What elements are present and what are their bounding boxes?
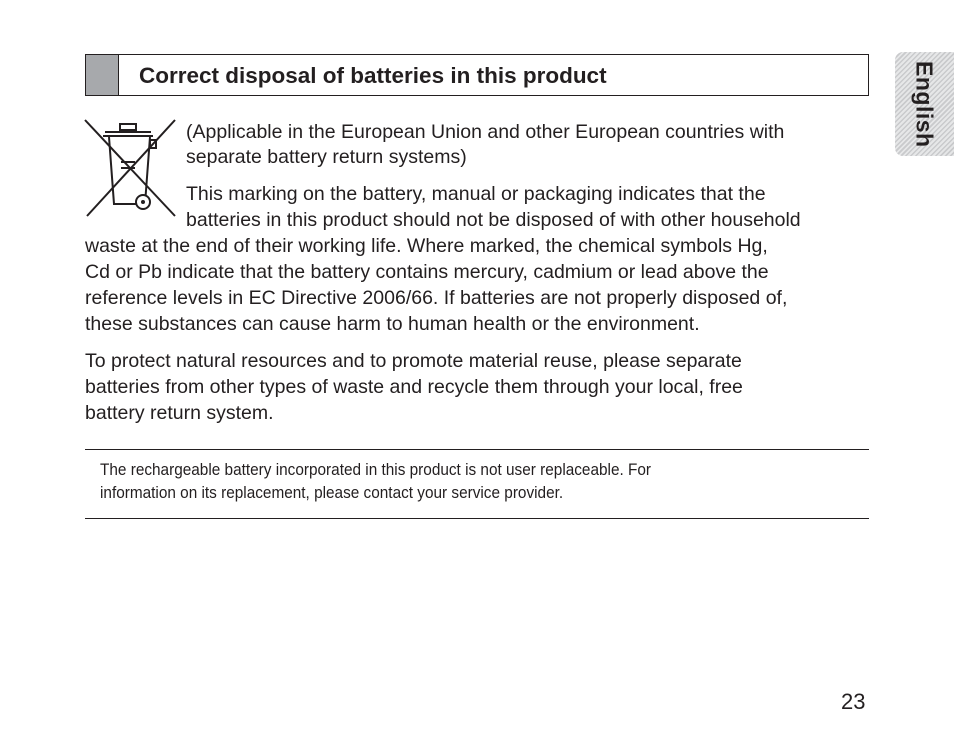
marking-line-1: This marking on the battery, manual or packaging indicates that the bbox=[186, 183, 766, 205]
note-line-2: information on its replacement, please contact your service provider. bbox=[100, 484, 564, 502]
page-number: 23 bbox=[841, 689, 866, 714]
applicable-line-1: (Applicable in the European Union and other European countries with bbox=[186, 121, 785, 143]
heading-marker bbox=[86, 55, 119, 95]
marking-line-6: these substances can cause harm to human health or the environment. bbox=[85, 313, 700, 335]
protect-line-3: battery return system. bbox=[85, 402, 274, 424]
note-bottom-divider bbox=[85, 518, 869, 519]
page-title: Correct disposal of batteries in this product bbox=[139, 63, 607, 88]
applicable-line-2: separate battery return systems) bbox=[186, 146, 467, 168]
marking-line-2: batteries in this product should not be disposed of with other household bbox=[186, 209, 801, 231]
crossed-out-wheelie-bin-icon bbox=[83, 118, 177, 218]
note-line-1: The rechargeable battery incorporated in this product is not user replaceable. For bbox=[100, 461, 652, 479]
note-top-divider bbox=[85, 449, 869, 450]
marking-line-4: Cd or Pb indicate that the battery contains mercury, cadmium or lead above the bbox=[85, 261, 769, 283]
section-heading bbox=[85, 54, 869, 96]
protect-line-2: batteries from other types of waste and recycle them through your local, free bbox=[85, 376, 743, 398]
marking-line-5: reference levels in EC Directive 2006/66. If batteries are not properly disposed of, bbox=[85, 287, 788, 309]
marking-line-3: waste at the end of their working life. Where marked, the chemical symbols Hg, bbox=[85, 235, 768, 257]
protect-line-1: To protect natural resources and to promote material reuse, please separate bbox=[85, 350, 742, 372]
language-tab-label: English bbox=[911, 60, 938, 148]
